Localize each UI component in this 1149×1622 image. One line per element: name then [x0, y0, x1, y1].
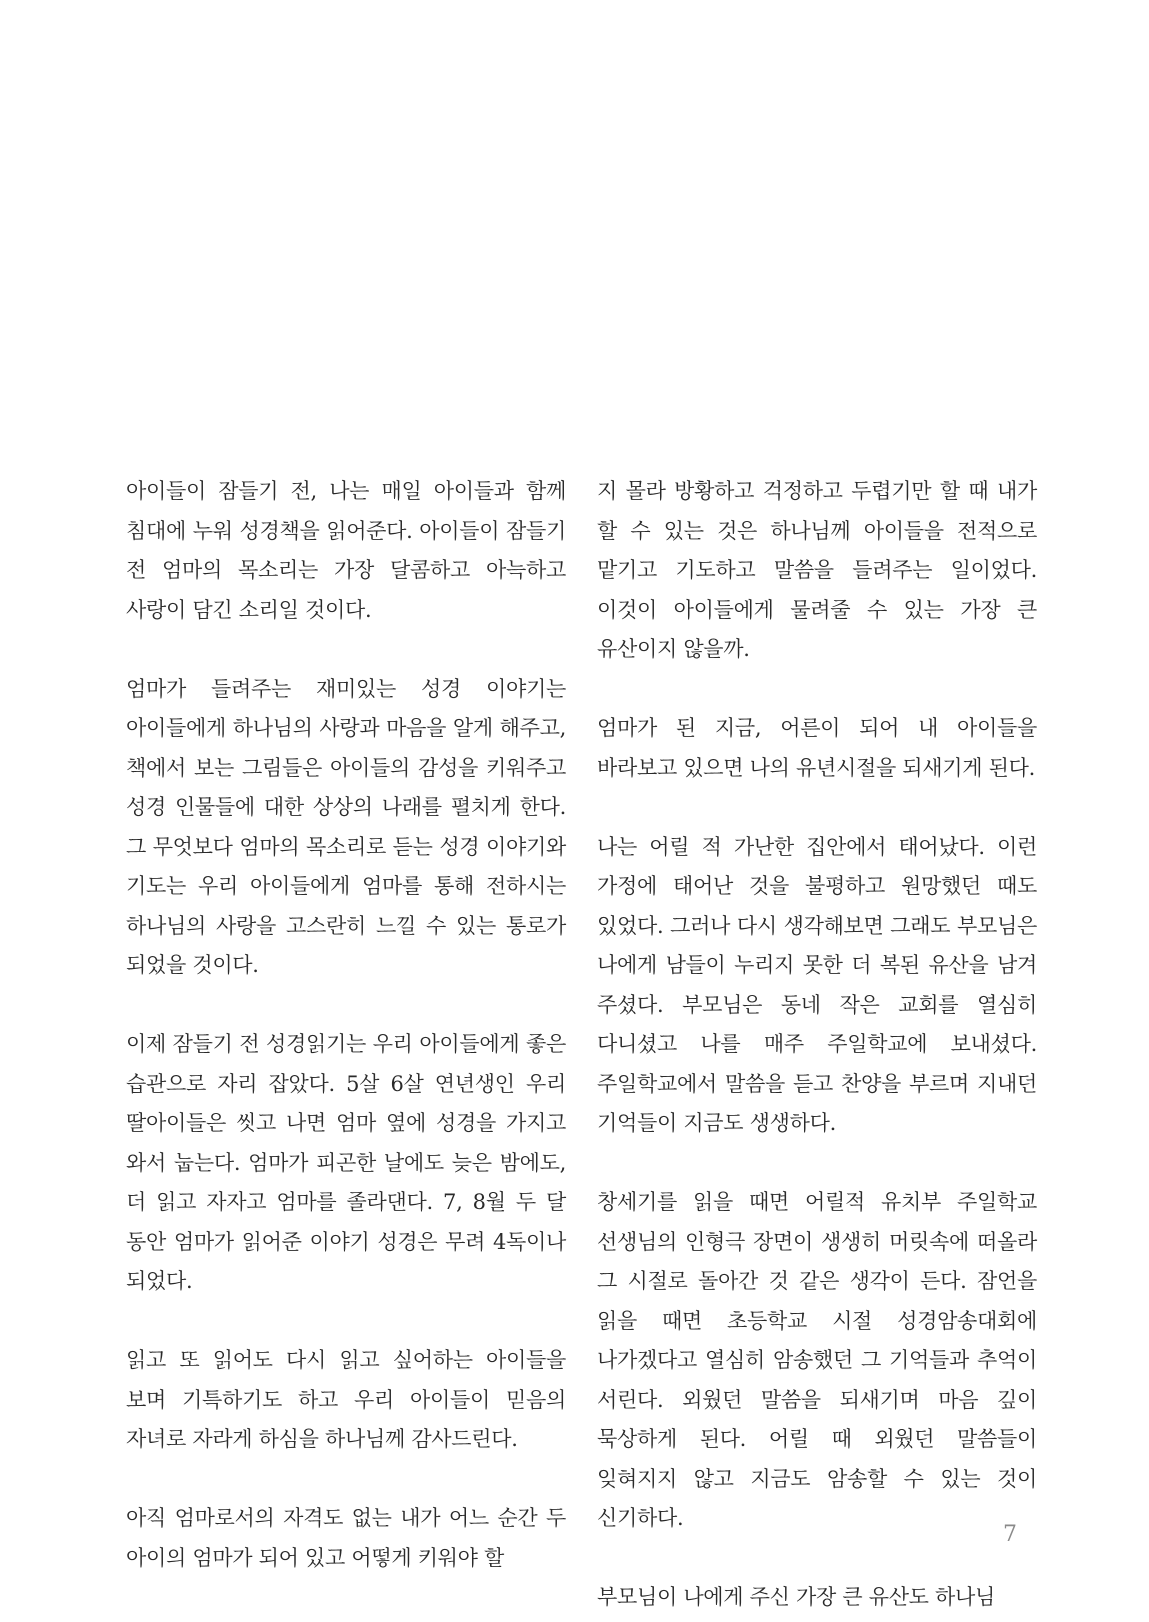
paragraph: 이제 잠들기 전 성경읽기는 우리 아이들에게 좋은 습관으로 자리 잡았다. 5살 6살 연년생인 우리 딸아이들은 씻고 나면 엄마 옆에 성경을 가지고 와서 눕는다. 엄마가 피곤한 날에도 늦은 밤에도, 더 읽고 자자고 엄마를 졸라댄다. 7, 8월 두 달 동안 엄마가 읽어준 이야기 성경은 무려 4독이나 되었다. — [126, 1032, 566, 1293]
paragraph: 지 몰라 방황하고 걱정하고 두렵기만 할 때 내가 할 수 있는 것은 하나님께 아이들을 전적으로 맡기고 기도하고 말씀을 들려주는 일이었다. 이것이 아이들에게 물려줄 수 있는 가장 큰 유산이지 않을까. — [597, 479, 1037, 661]
paragraph: 부모님이 나에게 주신 가장 큰 유산도 하나님 — [597, 1585, 995, 1609]
right-text-column — [597, 472, 1037, 1618]
paragraph-gap — [126, 1302, 566, 1342]
paragraph: 읽고 또 읽어도 다시 읽고 싶어하는 아이들을 보며 기특하기도 하고 우리 아이들이 믿음의 자녀로 자라게 하심을 하나님께 감사드린다. — [126, 1348, 566, 1451]
paragraph: 아직 엄마로서의 자격도 없는 내가 어느 순간 두 아이의 엄마가 되어 있고 어떻게 키워야 할 — [126, 1506, 566, 1570]
paragraph-gap — [126, 630, 566, 670]
paragraph-gap — [126, 1460, 566, 1500]
paragraph-gap — [597, 788, 1037, 828]
paragraph: 엄마가 된 지금, 어른이 되어 내 아이들을 바라보고 있으면 나의 유년시절을 되새기게 된다. — [597, 716, 1037, 780]
paragraph: 아이들이 잠들기 전, 나는 매일 아이들과 함께 침대에 누워 성경책을 읽어준다. 아이들이 잠들기 전 엄마의 목소리는 가장 달콤하고 아늑하고 사랑이 담긴 소리일 것이다. — [126, 479, 566, 622]
paragraph: 엄마가 들려주는 재미있는 성경 이야기는 아이들에게 하나님의 사랑과 마음을 알게 해주고, 책에서 보는 그림들은 아이들의 감성을 키워주고 성경 인물들에 대한 상상의 나래를 펼치게 한다. 그 무엇보다 엄마의 목소리로 듣는 성경 이야기와 기도는 우리 아이들에게 엄마를 통해 전하시는 하나님의 사랑을 고스란히 느낄 수 있는 통로가 되었을 것이다. — [126, 676, 566, 977]
paragraph-gap — [597, 1144, 1037, 1184]
left-text-column — [126, 472, 566, 1578]
paragraph-gap — [597, 1539, 1037, 1579]
page-number: 7 — [1003, 1522, 1017, 1547]
paragraph-gap — [597, 670, 1037, 710]
paragraph-gap — [126, 986, 566, 1026]
paragraph: 창세기를 읽을 때면 어릴적 유치부 주일학교 선생님의 인형극 장면이 생생히 머릿속에 떠올라 그 시절로 돌아간 것 같은 생각이 든다. 잠언을 읽을 때면 초등학교 시절 성경암송대회에 나가겠다고 열심히 암송했던 그 기억들과 추억이 서린다. 외웠던 말씀을 되새기며 마음 깊이 묵상하게 된다. 어릴 때 외웠던 말씀들이 잊혀지지 않고 지금도 암송할 수 있는 것이 신기하다. — [597, 1190, 1037, 1530]
paragraph: 나는 어릴 적 가난한 집안에서 태어났다. 이런 가정에 태어난 것을 불평하고 원망했던 때도 있었다. 그러나 다시 생각해보면 그래도 부모님은 나에게 남들이 누리지 못한 더 복된 유산을 남겨 주셨다. 부모님은 동네 작은 교회를 열심히 다니셨고 나를 매주 주일학교에 보내셨다. 주일학교에서 말씀을 듣고 찬양을 부르며 지내던 기억들이 지금도 생생하다. — [597, 834, 1037, 1135]
